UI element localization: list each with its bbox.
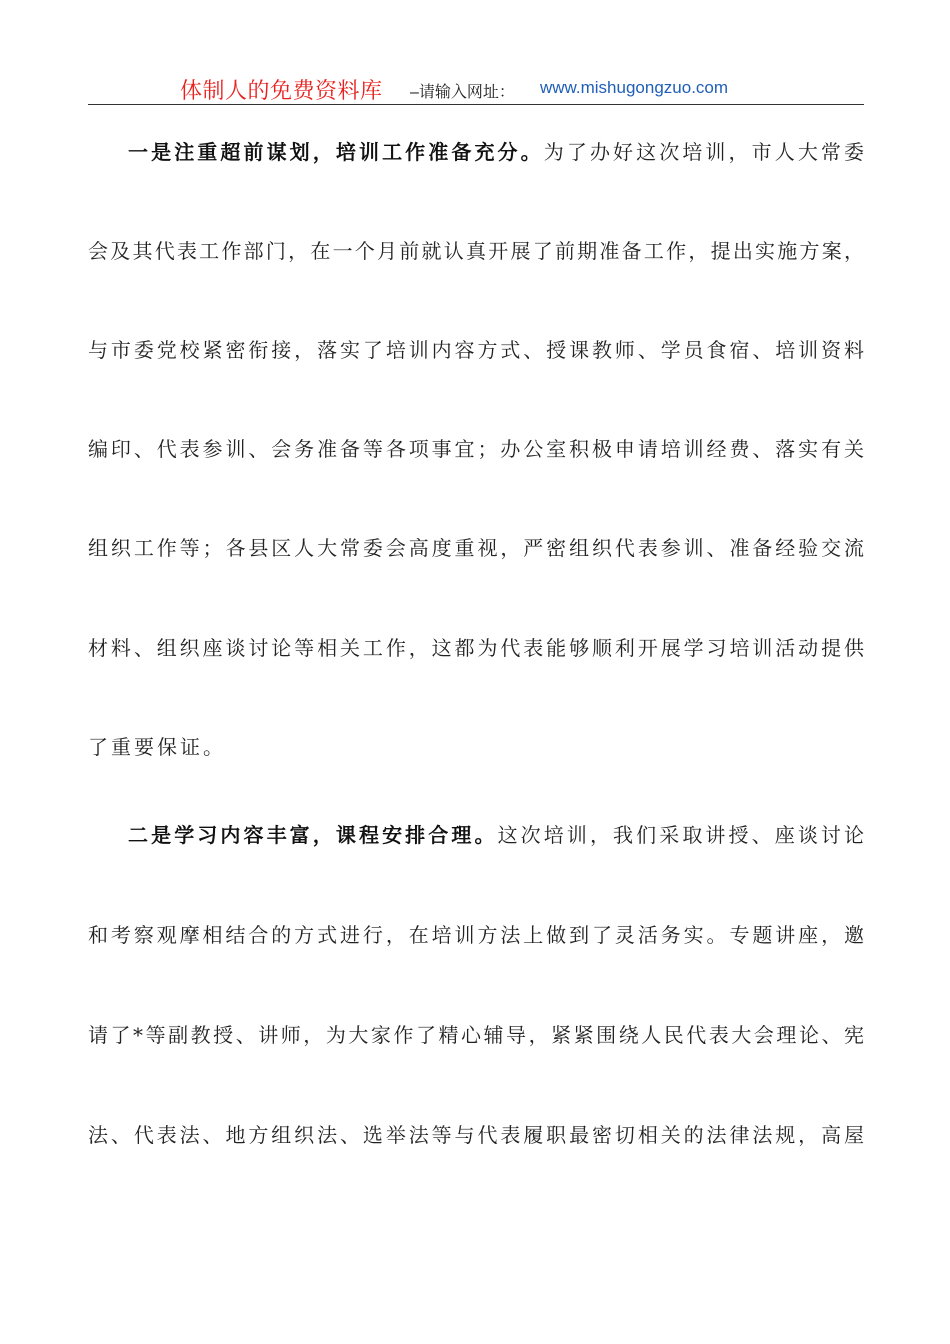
paragraph-1-text: 为了办好这次培训，市人大常委 bbox=[543, 140, 865, 164]
paragraph-2-text: 这次培训，我们采取讲授、座谈讨论 bbox=[497, 823, 865, 847]
paragraph-2-line-1 bbox=[88, 821, 864, 849]
paragraph-2-lead: 二是学习内容丰富，课程安排合理。 bbox=[128, 823, 498, 847]
paragraph-2-line-2: 和考察观摩相结合的方式进行，在培训方法上做到了灵活务实。专题讲座，邀 bbox=[88, 923, 864, 947]
paragraph-2-line-4: 法、代表法、地方组织法、选举法等与代表履职最密切相关的法律法规，高屋 bbox=[88, 1123, 864, 1147]
paragraph-1-lead: 一是注重超前谋划，培训工作准备充分。 bbox=[128, 140, 544, 164]
paragraph-1-line-6: 材料、组织座谈讨论等相关工作，这都为代表能够顺利开展学习培训活动提供 bbox=[88, 636, 864, 660]
site-name: 体制人的免费资料库 bbox=[180, 78, 383, 103]
paragraph-1-line-4: 编印、代表参训、会务准备等各项事宜；办公室积极申请培训经费、落实有关 bbox=[88, 437, 864, 461]
paragraph-1-line-2: 会及其代表工作部门，在一个月前就认真开展了前期准备工作，提出实施方案， bbox=[88, 239, 864, 263]
page-header bbox=[88, 72, 864, 105]
paragraph-1-line-5: 组织工作等；各县区人大常委会高度重视，严密组织代表参训、准备经验交流 bbox=[88, 536, 864, 560]
paragraph-2-line-3: 请了*等副教授、讲师，为大家作了精心辅导，紧紧围绕人民代表大会理论、宪 bbox=[88, 1023, 864, 1047]
site-url-link[interactable]: www.mishugongzuo.com bbox=[540, 78, 729, 97]
paragraph-1-line-3: 与市委党校紧密衔接，落实了培训内容方式、授课教师、学员食宿、培训资料 bbox=[88, 338, 864, 362]
paragraph-1-line-1 bbox=[88, 138, 864, 166]
url-prompt: –请输入网址： bbox=[410, 84, 515, 101]
paragraph-1-line-7: 了重要保证。 bbox=[88, 735, 226, 759]
